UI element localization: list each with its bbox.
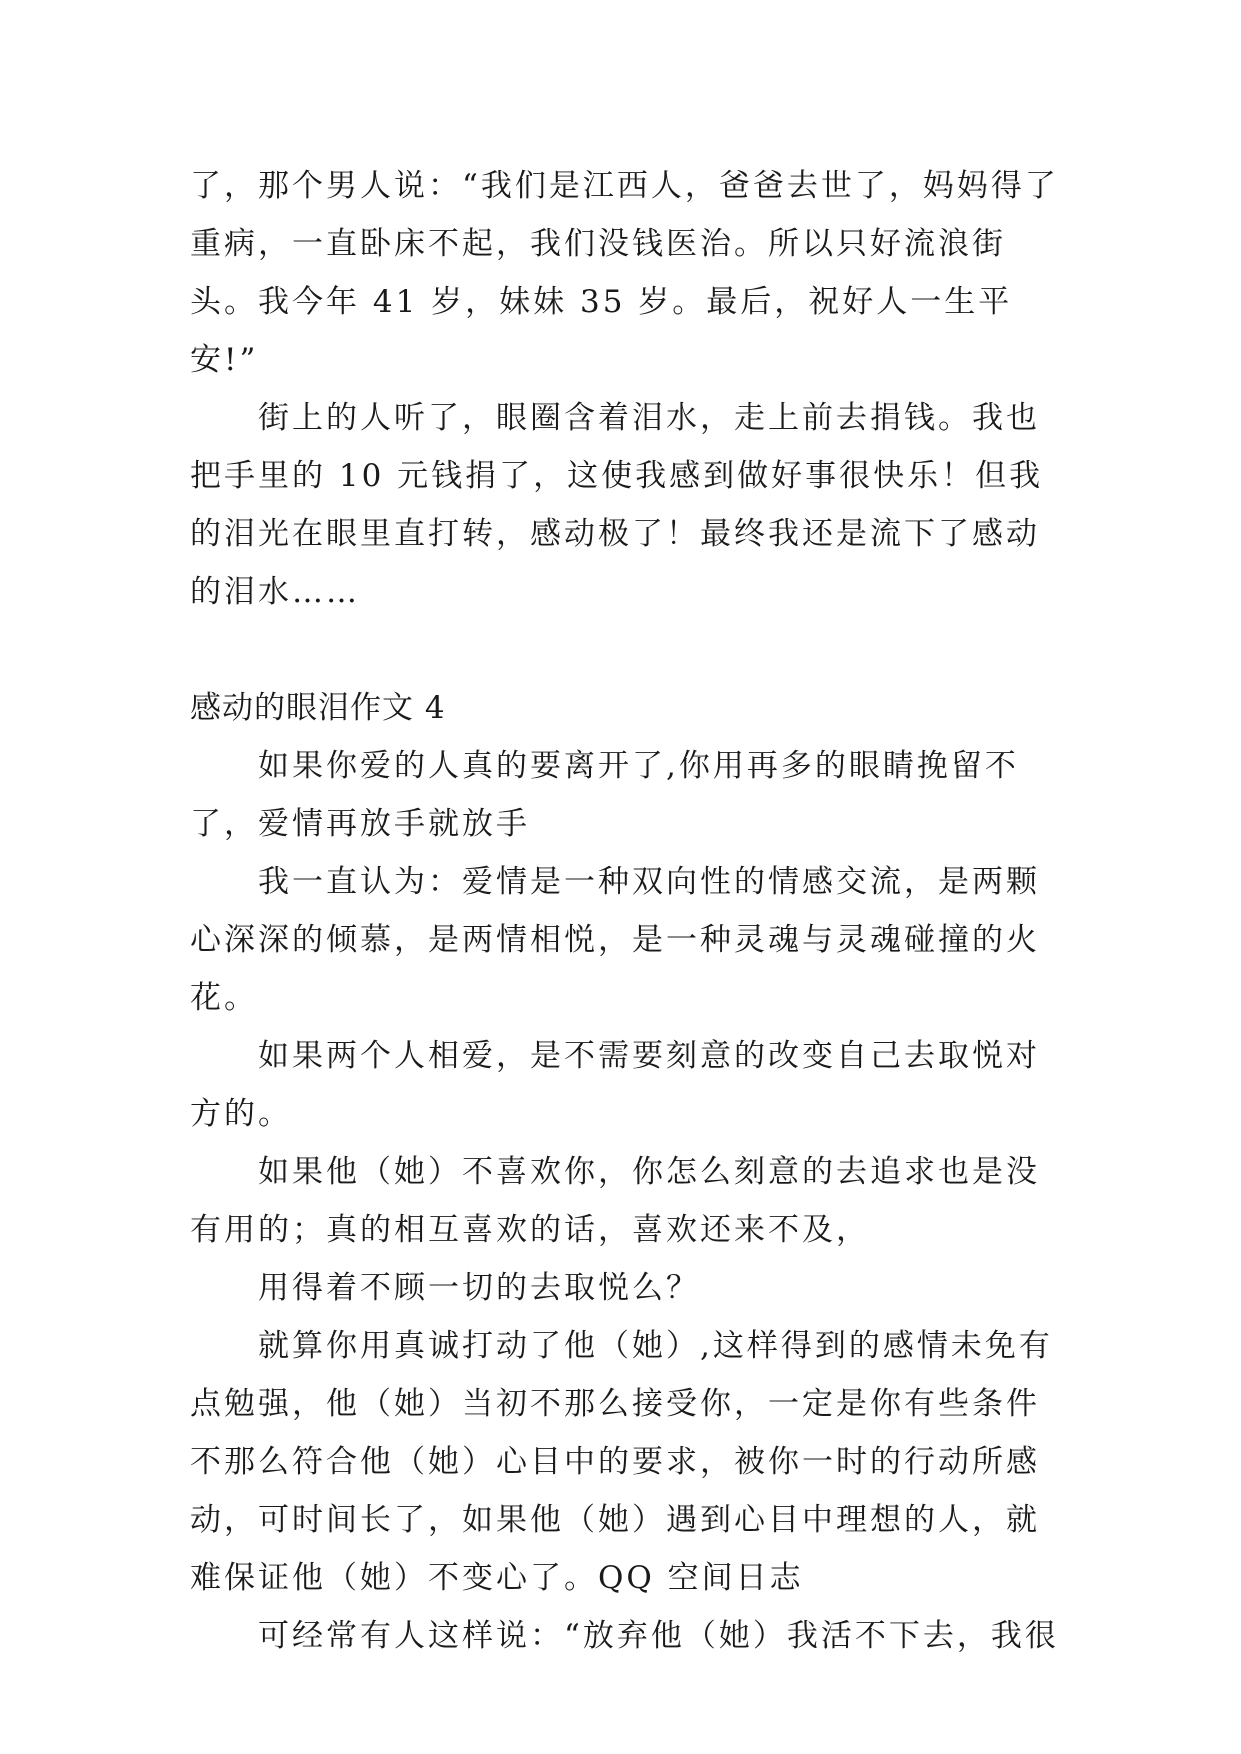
section-gap xyxy=(190,621,1070,679)
paragraph-donation: 街上的人听了，眼圈含着泪水，走上前去捐钱。我也把手里的 10 元钱捐了，这使我感到做好事很快乐！但我的泪光在眼里直打转，感动极了！最终我还是流下了感动的泪水…… xyxy=(190,400,1044,610)
section-title: 感动的眼泪作文 4 xyxy=(190,690,446,726)
paragraph: 我一直认为：爱情是一种双向性的情感交流，是两颗心深深的倾慕，是两情相悦，是一种灵魂与灵魂碰撞的火花。 xyxy=(190,864,1040,1016)
paragraph: 如果你爱的人真的要离开了,你用再多的眼睛挽留不了，爱情再放手就放手 xyxy=(190,748,1019,842)
paragraph: 用得着不顾一切的去取悦么？ xyxy=(258,1270,700,1306)
document-body xyxy=(190,157,1070,1665)
paragraph: 可经常有人这样说：“放弃他（她）我活不下去，我很 xyxy=(258,1618,1059,1654)
paragraph: 就算你用真诚打动了他（她）,这样得到的感情未免有点勉强，他（她）当初不那么接受你，一定是你有些条件不那么符合他（她）心目中的要求，被你一时的行动所感动，可时间长了，如果他（她）遇到心目中理想的人，就难保证他（她）不变心了。QQ 空间日志 xyxy=(190,1328,1053,1596)
paragraph-continuation: 了，那个男人说：“我们是江西人，爸爸去世了，妈妈得了重病，一直卧床不起，我们没钱医治。所以只好流浪街头。我今年 41 岁，妹妹 35 岁。最后，祝好人一生平安!” xyxy=(190,168,1059,378)
paragraph: 如果两个人相爱，是不需要刻意的改变自己去取悦对方的。 xyxy=(190,1038,1040,1132)
paragraph: 如果他（她）不喜欢你，你怎么刻意的去追求也是没有用的；真的相互喜欢的话，喜欢还来不及， xyxy=(190,1154,1040,1248)
